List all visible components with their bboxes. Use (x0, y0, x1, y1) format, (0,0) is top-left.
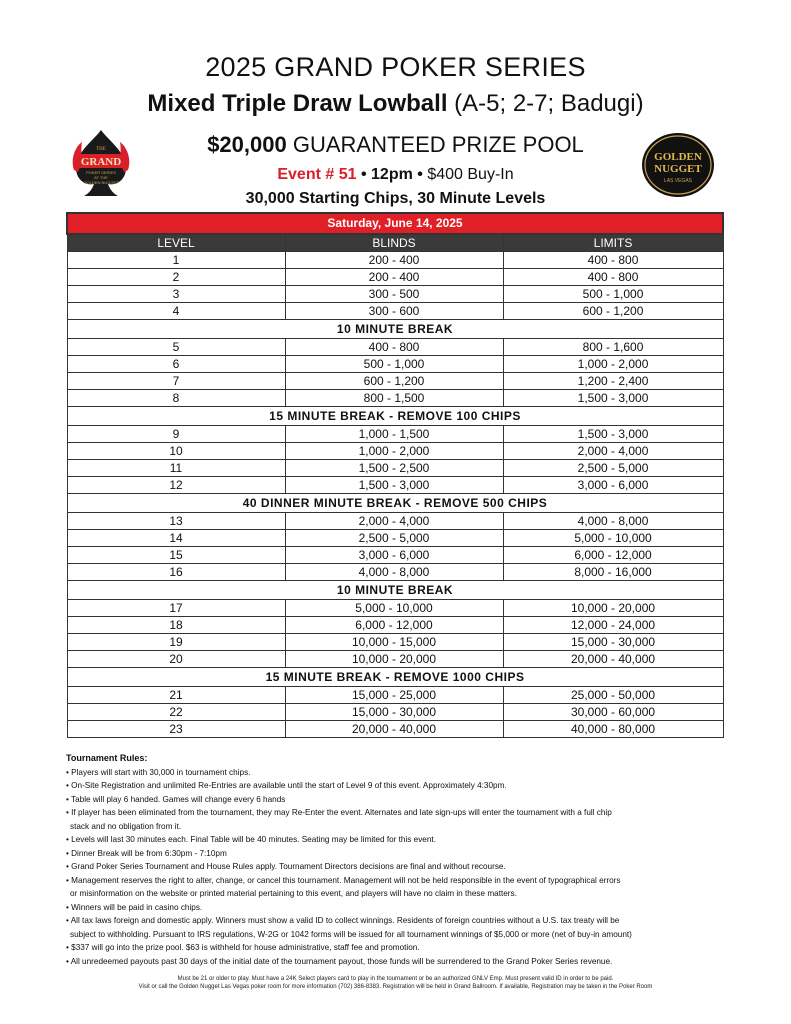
cell-level: 2 (67, 269, 285, 286)
rules-title: Tournament Rules: (66, 753, 148, 763)
column-header-level: LEVEL (67, 234, 285, 252)
cell-limits: 1,500 - 3,000 (503, 426, 723, 443)
rule-item: stack and no obligation from it. (70, 821, 182, 831)
structure-table-wrapper (66, 212, 722, 738)
cell-blinds: 1,000 - 2,000 (285, 443, 503, 460)
rule-item: • All tax laws foreign and domestic apply. Winners must show a valid ID to collect winnings. Residents of foreign countries without a U.S. tax treaty will be (66, 916, 620, 925)
starting-chips-line: 30,000 Starting Chips, 30 Minute Levels (245, 190, 546, 207)
cell-blinds: 20,000 - 40,000 (285, 721, 503, 738)
cell-limits: 2,500 - 5,000 (503, 460, 723, 477)
table-body (67, 252, 723, 738)
break-label: 15 MINUTE BREAK - REMOVE 100 CHIPS (67, 407, 723, 426)
cell-blinds: 1,500 - 2,500 (285, 460, 503, 477)
cell-limits: 500 - 1,000 (503, 286, 723, 303)
cell-level: 18 (67, 617, 285, 634)
column-header-blinds: BLINDS (285, 234, 503, 252)
cell-limits: 30,000 - 60,000 (503, 704, 723, 721)
table-row (67, 530, 723, 547)
table-row (67, 252, 723, 269)
cell-level: 8 (67, 390, 285, 407)
rule-item: • Winners will be paid in casino chips. (66, 902, 203, 912)
table-row (67, 721, 723, 738)
cell-level: 5 (67, 339, 285, 356)
logo-text: AT THE (94, 175, 108, 180)
rule-item: • Dinner Break will be from 6:30pm - 7:10pm (66, 848, 227, 858)
break-row (67, 668, 723, 687)
event-number: Event # 51 (277, 166, 357, 183)
cell-limits: 25,000 - 50,000 (503, 687, 723, 704)
cell-blinds: 5,000 - 10,000 (285, 600, 503, 617)
table-row (67, 443, 723, 460)
table-row (67, 356, 723, 373)
cell-blinds: 300 - 500 (285, 286, 503, 303)
logo-text: POKER SERIES (86, 170, 116, 175)
table-row (67, 704, 723, 721)
rule-item: • All unredeemed payouts past 30 days of the initial date of the tournament payout, those funds will be surrendered to the Grand Poker Series revenue. (66, 956, 613, 966)
cell-limits: 800 - 1,600 (503, 339, 723, 356)
cell-level: 20 (67, 651, 285, 668)
table-row (67, 634, 723, 651)
cell-limits: 400 - 800 (503, 252, 723, 269)
break-label: 10 MINUTE BREAK (67, 320, 723, 339)
cell-blinds: 2,000 - 4,000 (285, 513, 503, 530)
logo-text: GOLDEN NUGGET (83, 180, 119, 185)
cell-blinds: 400 - 800 (285, 339, 503, 356)
table-row (67, 564, 723, 581)
cell-limits: 40,000 - 80,000 (503, 721, 723, 738)
table-row (67, 617, 723, 634)
break-row (67, 320, 723, 339)
cell-limits: 8,000 - 16,000 (503, 564, 723, 581)
table-row (67, 426, 723, 443)
cell-limits: 20,000 - 40,000 (503, 651, 723, 668)
cell-level: 22 (67, 704, 285, 721)
date-row (67, 213, 723, 234)
separator: • (417, 166, 423, 183)
cell-blinds: 500 - 1,000 (285, 356, 503, 373)
table-row (67, 651, 723, 668)
column-header-row (67, 234, 723, 252)
table-row (67, 477, 723, 494)
series-title: 2025 GRAND POKER SERIES (205, 52, 586, 82)
cell-limits: 10,000 - 20,000 (503, 600, 723, 617)
footer-line: Must be 21 or older to play. Must have a 24K Select players card to play in the tournament or be an authorized GNLV Emp. Must present valid ID in order to be paid. (177, 976, 614, 982)
rule-item: • Table will play 6 handed. Games will change every 6 hands (66, 794, 286, 804)
event-date: Saturday, June 14, 2025 (67, 213, 723, 234)
rule-item: • $337 will go into the prize pool. $63 is withheld for house administrative, staff fee and promotion. (66, 943, 420, 952)
cell-level: 3 (67, 286, 285, 303)
cell-level: 6 (67, 356, 285, 373)
cell-blinds: 10,000 - 15,000 (285, 634, 503, 651)
cell-limits: 5,000 - 10,000 (503, 530, 723, 547)
table-row (67, 687, 723, 704)
break-label: 15 MINUTE BREAK - REMOVE 1000 CHIPS (67, 668, 723, 687)
rule-item: • Grand Poker Series Tournament and House Rules apply. Tournament Directors decisions are final and without recourse. (66, 862, 506, 871)
cell-level: 4 (67, 303, 285, 320)
event-time: 12pm (371, 166, 413, 183)
cell-level: 23 (67, 721, 285, 738)
cell-level: 11 (67, 460, 285, 477)
table-row (67, 547, 723, 564)
cell-level: 13 (67, 513, 285, 530)
break-label: 40 DINNER MINUTE BREAK - REMOVE 500 CHIPS (67, 494, 723, 513)
table-row (67, 390, 723, 407)
logo-text: GRAND (80, 156, 122, 168)
cell-limits: 1,000 - 2,000 (503, 356, 723, 373)
golden-nugget-logo (641, 132, 715, 198)
logo-text: GOLDEN (654, 151, 702, 163)
cell-blinds: 10,000 - 20,000 (285, 651, 503, 668)
cell-level: 17 (67, 600, 285, 617)
cell-blinds: 1,500 - 3,000 (285, 477, 503, 494)
cell-limits: 600 - 1,200 (503, 303, 723, 320)
cell-level: 15 (67, 547, 285, 564)
rule-item: • Levels will last 30 minutes each. Final Table will be 40 minutes. Seating may be limited for this event. (66, 835, 436, 844)
cell-limits: 2,000 - 4,000 (503, 443, 723, 460)
column-header-limits: LIMITS (503, 234, 723, 252)
cell-level: 10 (67, 443, 285, 460)
cell-blinds: 15,000 - 25,000 (285, 687, 503, 704)
cell-level: 16 (67, 564, 285, 581)
buy-in: $400 Buy-In (427, 166, 514, 183)
logo-text: LAS VEGAS (663, 178, 693, 184)
cell-limits: 1,200 - 2,400 (503, 373, 723, 390)
logo-text: NUGGET (654, 163, 702, 175)
cell-limits: 6,000 - 12,000 (503, 547, 723, 564)
game-variants: (A-5; 2-7; Badugi) (454, 90, 644, 117)
cell-level: 19 (67, 634, 285, 651)
cell-level: 12 (67, 477, 285, 494)
logo-text: THE (96, 147, 106, 152)
cell-level: 14 (67, 530, 285, 547)
table-row (67, 286, 723, 303)
rule-item: • On-Site Registration and unlimited Re-Entries are available until the start of Level 9 of this event. Approximately 4:30pm. (66, 781, 507, 790)
event-header (0, 0, 791, 212)
cell-limits: 400 - 800 (503, 269, 723, 286)
cell-blinds: 200 - 400 (285, 269, 503, 286)
separator: • (360, 166, 367, 183)
cell-level: 21 (67, 687, 285, 704)
cell-blinds: 200 - 400 (285, 252, 503, 269)
blind-structure-table (66, 212, 724, 738)
rules-list (66, 766, 726, 969)
cell-level: 1 (67, 252, 285, 269)
cell-blinds: 1,000 - 1,500 (285, 426, 503, 443)
break-label: 10 MINUTE BREAK (67, 581, 723, 600)
table-row (67, 373, 723, 390)
footer (0, 975, 791, 991)
prize-amount: $20,000 (207, 132, 287, 157)
break-row (67, 581, 723, 600)
table-row (67, 460, 723, 477)
rule-item: • If player has been eliminated from the tournament, they may Re-Enter the event. Alternates and late sign-ups will enter the tournament with a full chip (66, 808, 612, 817)
tournament-rules (66, 752, 726, 968)
table-row (67, 303, 723, 320)
table-row (67, 269, 723, 286)
rule-item: or misinformation on the website or printed material pertaining to this event, and players will have no claim in these matters. (70, 889, 517, 898)
table-row (67, 600, 723, 617)
break-row (67, 494, 723, 513)
cell-blinds: 3,000 - 6,000 (285, 547, 503, 564)
cell-blinds: 6,000 - 12,000 (285, 617, 503, 634)
grand-poker-series-logo (68, 128, 134, 200)
cell-level: 9 (67, 426, 285, 443)
table-row (67, 339, 723, 356)
prize-text: GUARANTEED PRIZE POOL (292, 132, 584, 157)
cell-blinds: 600 - 1,200 (285, 373, 503, 390)
cell-blinds: 300 - 600 (285, 303, 503, 320)
footer-line: Visit or call the Golden Nugget Las Vegas poker room for more information (702) 386-8383. Registration will be held in Grand Ballroom. If available, Registration may be taken in the Poker Room (138, 984, 653, 990)
cell-limits: 3,000 - 6,000 (503, 477, 723, 494)
cell-blinds: 15,000 - 30,000 (285, 704, 503, 721)
game-title (0, 90, 791, 118)
cell-blinds: 800 - 1,500 (285, 390, 503, 407)
cell-blinds: 2,500 - 5,000 (285, 530, 503, 547)
rule-item: subject to withholding. Pursuant to IRS regulations, W-2G or 1042 forms will be issued for all tournament winnings of $5,000 or more (net of buy-in amount) (70, 929, 632, 939)
cell-limits: 15,000 - 30,000 (503, 634, 723, 651)
break-row (67, 407, 723, 426)
cell-limits: 4,000 - 8,000 (503, 513, 723, 530)
rule-item: • Players will start with 30,000 in tournament chips. (66, 767, 251, 777)
cell-blinds: 4,000 - 8,000 (285, 564, 503, 581)
cell-limits: 1,500 - 3,000 (503, 390, 723, 407)
rule-item: • Management reserves the right to alter, change, or cancel this tournament. Management will not be held responsible in the event of typographical errors (66, 875, 621, 885)
game-name: Mixed Triple Draw Lowball (147, 90, 448, 117)
cell-level: 7 (67, 373, 285, 390)
cell-limits: 12,000 - 24,000 (503, 617, 723, 634)
table-row (67, 513, 723, 530)
